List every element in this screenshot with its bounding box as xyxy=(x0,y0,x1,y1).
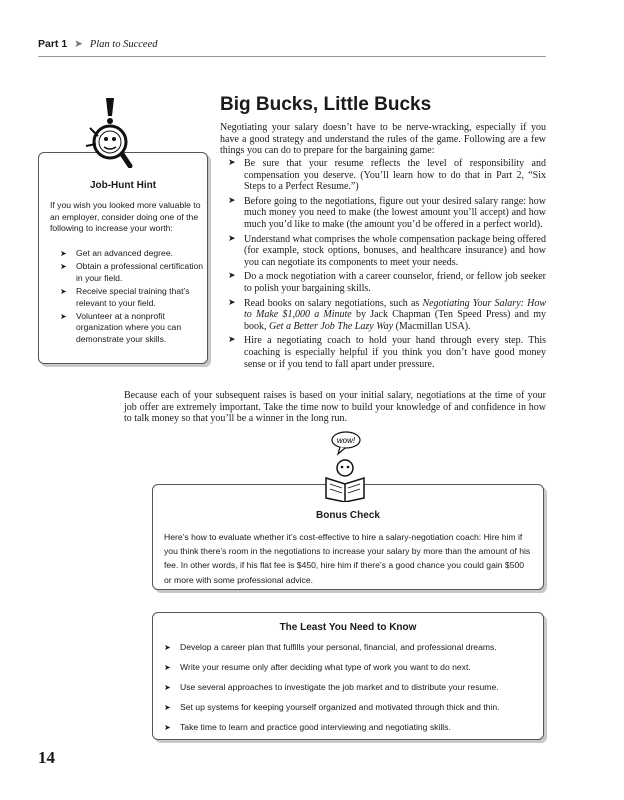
least-item-text: Develop a career plan that fulfills your personal, financial, and professional dreams. xyxy=(180,642,497,652)
tip-text: Hire a negotiating coach to hold your hand through every step. This coaching is especially helpful if you think you don’t have good money sense or if you tend to fall apart under pressure. xyxy=(244,335,546,370)
book-tip-before: Read books on salary negotiations, such as xyxy=(244,297,423,309)
tip-text: Understand what comprises the whole compensation package being offered (for example, stock options, bonuses, and healthcare insurance) and how you can negotiate its components to meet your needs. xyxy=(244,233,546,268)
header-arrow-icon: ➤ xyxy=(74,38,83,50)
bullet-arrow-icon: ➤ xyxy=(164,683,171,692)
bullet-arrow-icon: ➤ xyxy=(60,249,67,258)
book-tip-after: (Macmillan USA). xyxy=(393,320,471,332)
header-rule xyxy=(38,56,546,57)
bullet-arrow-icon: ➤ xyxy=(60,312,67,322)
bonus-title: Bonus Check xyxy=(316,510,380,521)
least-title: The Least You Need to Know xyxy=(279,622,417,633)
bullet-arrow-icon: ➤ xyxy=(228,297,236,308)
hint-item-text: Volunteer at a nonprofit organization where you can demonstrate your skills. xyxy=(76,311,182,344)
list-item xyxy=(164,702,540,713)
tips-list xyxy=(228,158,546,373)
magnifier-exclamation-icon xyxy=(82,96,138,168)
tip-text xyxy=(244,298,546,332)
list-item xyxy=(228,196,546,231)
bullet-arrow-icon: ➤ xyxy=(60,287,67,297)
intro-paragraph: Negotiating your salary doesn’t have to be nerve-wracking, especially if you have a good strategy and understand the rules of the game. Following are a few things you can do to prepare for the bargaining game: xyxy=(220,122,546,157)
section-heading: Big Bucks, Little Bucks xyxy=(220,94,432,115)
tip-text: Be sure that your resume reflects the level of responsibility and compensation you deserve. (You’ll learn how to do that in Part 2, “Six Steps to a Perfect Resume.”) xyxy=(244,158,546,193)
bullet-arrow-icon: ➤ xyxy=(164,723,171,732)
bullet-arrow-icon: ➤ xyxy=(228,158,236,168)
hint-intro: If you wish you looked more valuable to an employer, consider doing one of the following to increase your worth: xyxy=(50,200,201,234)
bullet-arrow-icon: ➤ xyxy=(228,335,236,346)
list-item xyxy=(228,335,546,370)
list-item xyxy=(228,234,546,269)
least-item-text: Use several approaches to investigate the job market and to distribute your resume. xyxy=(180,682,499,692)
reader-with-book-icon xyxy=(320,428,370,502)
bullet-arrow-icon: ➤ xyxy=(60,262,67,272)
book-tip-middle: by Jack Chapman (Ten Speed Press) and my book, xyxy=(244,309,546,332)
least-item-text: Set up systems for keeping yourself organized and motivated through thick and thin. xyxy=(180,702,500,712)
list-item xyxy=(164,722,540,733)
list-item xyxy=(164,642,540,653)
list-item xyxy=(164,682,540,693)
tip-text: Do a mock negotiation with a career counselor, friend, or fellow job seeker to polish your bargaining skills. xyxy=(244,271,546,294)
part-label: Part 1 xyxy=(38,38,68,50)
least-item-text: Take time to learn and practice good interviewing and negotiating skills. xyxy=(180,722,451,732)
list-item xyxy=(60,261,204,284)
page-number: 14 xyxy=(38,748,55,767)
hint-item-text: Receive special training that’s relevant to your field. xyxy=(76,286,190,308)
list-item xyxy=(164,662,540,673)
list-item xyxy=(60,286,204,309)
bullet-arrow-icon: ➤ xyxy=(228,271,236,282)
least-list xyxy=(164,642,540,742)
running-head xyxy=(38,38,157,50)
bonus-text: Here’s how to evaluate whether it’s cost-effective to hire a salary-negotiation coach: Hire him if you think there’s room in the negotiations to increase your salary by more than the amount of his fee. In other words, if his flat fee is $450, hire him if there’s a good chance you could gain $500 or more with some professional advice. xyxy=(164,532,531,585)
list-item xyxy=(60,311,204,345)
list-item xyxy=(60,248,204,259)
bullet-arrow-icon: ➤ xyxy=(164,663,171,672)
book-title: Negotiating Your Salary: How to Make $1,000 a Minute xyxy=(244,297,547,321)
hint-list xyxy=(60,248,204,347)
hint-title: Job-Hunt Hint xyxy=(89,180,157,191)
list-item xyxy=(228,158,546,193)
tip-text: Before going to the negotiations, figure out your desired salary range: how much money you need to make (the lowest amount you’ll accept) and how much you’d like to make (the amount you’d be offered in a perfect world). xyxy=(244,195,546,230)
bullet-arrow-icon: ➤ xyxy=(164,703,171,712)
bullet-arrow-icon: ➤ xyxy=(228,195,236,206)
book-title: Get a Better Job The Lazy Way xyxy=(269,320,394,332)
hint-item-text: Obtain a professional certification in your field. xyxy=(76,261,204,283)
chapter-title: Plan to Succeed xyxy=(89,39,158,50)
list-item xyxy=(228,271,546,294)
list-item xyxy=(228,298,546,333)
bullet-arrow-icon: ➤ xyxy=(228,233,236,244)
least-item-text: Write your resume only after deciding what type of work you want to do next. xyxy=(180,662,471,672)
raise-paragraph: Because each of your subsequent raises is based on your initial salary, negotiations at the time of your job offer are extremely important. Take the time now to build your knowledge of and confidence in how to talk money so that you’ll be a winner in the long run. xyxy=(124,390,546,425)
wow-bubble-text: wow! xyxy=(336,436,356,445)
bullet-arrow-icon: ➤ xyxy=(164,643,171,652)
hint-item-text: Get an advanced degree. xyxy=(76,248,173,258)
